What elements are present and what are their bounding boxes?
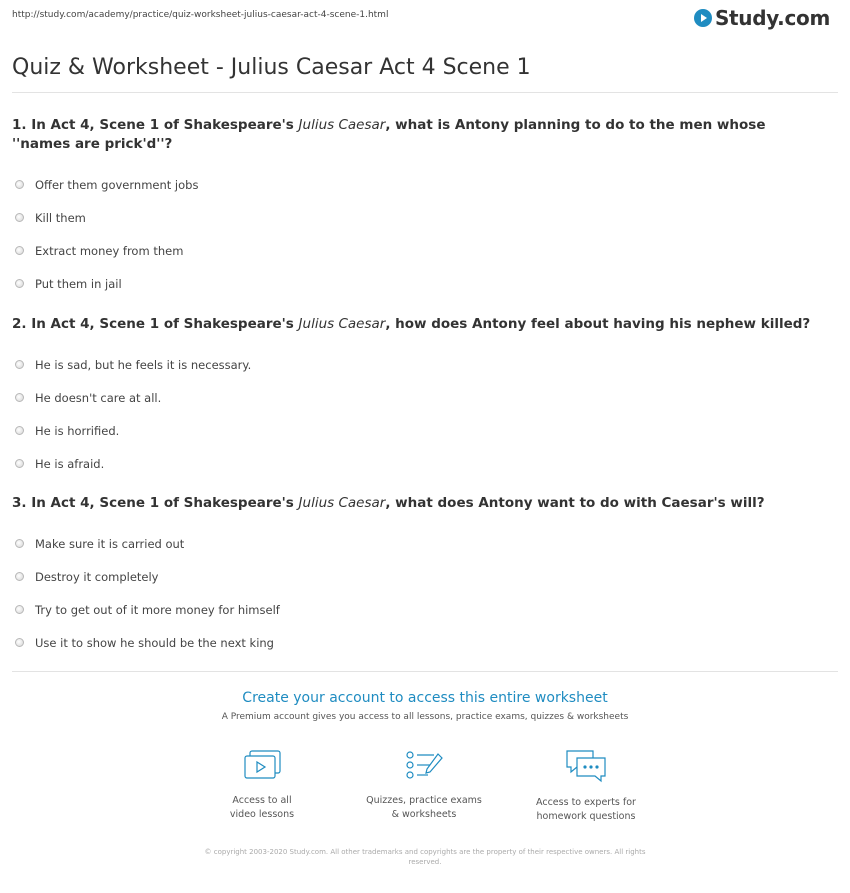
- feature-label-line2: & worksheets: [391, 809, 457, 820]
- answer-list: [12, 527, 812, 659]
- radio-button[interactable]: [15, 180, 24, 189]
- answer-option[interactable]: He is horrified.: [12, 414, 812, 447]
- answer-option[interactable]: Use it to show he should be the next king: [12, 626, 812, 659]
- play-circle-icon: [694, 9, 712, 27]
- radio-button[interactable]: [15, 279, 24, 288]
- radio-button[interactable]: [15, 213, 24, 222]
- quiz-checklist-icon: [402, 748, 446, 784]
- answer-option[interactable]: He is sad, but he feels it is necessary.: [12, 348, 812, 381]
- radio-button[interactable]: [15, 459, 24, 468]
- radio-button[interactable]: [15, 638, 24, 647]
- radio-button[interactable]: [15, 539, 24, 548]
- answer-option[interactable]: Destroy it completely: [12, 560, 812, 593]
- answer-list: [12, 168, 812, 300]
- answer-option[interactable]: Kill them: [12, 201, 812, 234]
- question-3: [12, 494, 812, 659]
- answer-option[interactable]: Make sure it is carried out: [12, 527, 812, 560]
- question-2: [12, 315, 812, 480]
- feature-label-line1: Access to experts for: [536, 797, 636, 808]
- chat-bubbles-icon: [563, 748, 609, 786]
- question-text: 2. In Act 4, Scene 1 of Shakespeare's Julius Caesar, how does Antony feel about having his nephew killed?: [12, 316, 811, 332]
- question-text: 1. In Act 4, Scene 1 of Shakespeare's Julius Caesar, what is Antony planning to do to the men whose ''names are prick'd''?: [12, 117, 766, 152]
- feature-quizzes: [354, 748, 494, 822]
- answer-option[interactable]: Extract money from them: [12, 234, 812, 267]
- study-logo[interactable]: [694, 6, 830, 30]
- promo-subheading: A Premium account gives you access to all lessons, practice exams, quizzes & worksheets: [221, 712, 629, 722]
- radio-button[interactable]: [15, 360, 24, 369]
- answer-option[interactable]: Offer them government jobs: [12, 168, 812, 201]
- feature-label-line1: Access to all: [232, 795, 292, 806]
- logo-text: Study.com: [714, 6, 830, 30]
- promo-divider: [12, 671, 838, 672]
- feature-label-line2: homework questions: [536, 811, 636, 822]
- answer-option[interactable]: He doesn't care at all.: [12, 381, 812, 414]
- video-lessons-icon: [242, 748, 282, 784]
- title-divider: [12, 92, 838, 93]
- radio-button[interactable]: [15, 246, 24, 255]
- promo-heading[interactable]: Create your account to access this entire worksheet: [242, 690, 608, 706]
- radio-button[interactable]: [15, 393, 24, 402]
- radio-button[interactable]: [15, 426, 24, 435]
- copyright-notice: © copyright 2003-2020 Study.com. All other trademarks and copyrights are the property of their respective owners. All rights reserved.: [204, 848, 646, 866]
- page-title: Quiz & Worksheet - Julius Caesar Act 4 Scene 1: [12, 55, 531, 80]
- radio-button[interactable]: [15, 572, 24, 581]
- feature-label-line2: video lessons: [229, 809, 295, 820]
- question-text: 3. In Act 4, Scene 1 of Shakespeare's Julius Caesar, what does Antony want to do with Caesar's will?: [12, 495, 765, 511]
- answer-option[interactable]: Try to get out of it more money for himself: [12, 593, 812, 626]
- top-bar: [0, 0, 850, 40]
- radio-button[interactable]: [15, 605, 24, 614]
- answer-list: [12, 348, 812, 480]
- feature-video-lessons: [192, 748, 332, 822]
- answer-option[interactable]: He is afraid.: [12, 447, 812, 480]
- feature-experts: [516, 748, 656, 824]
- question-1: [12, 116, 812, 300]
- page-url: http://study.com/academy/practice/quiz-worksheet-julius-caesar-act-4-scene-1.html: [12, 10, 389, 20]
- answer-option[interactable]: Put them in jail: [12, 267, 812, 300]
- feature-label-line1: Quizzes, practice exams: [366, 795, 482, 806]
- premium-promo: [0, 690, 850, 722]
